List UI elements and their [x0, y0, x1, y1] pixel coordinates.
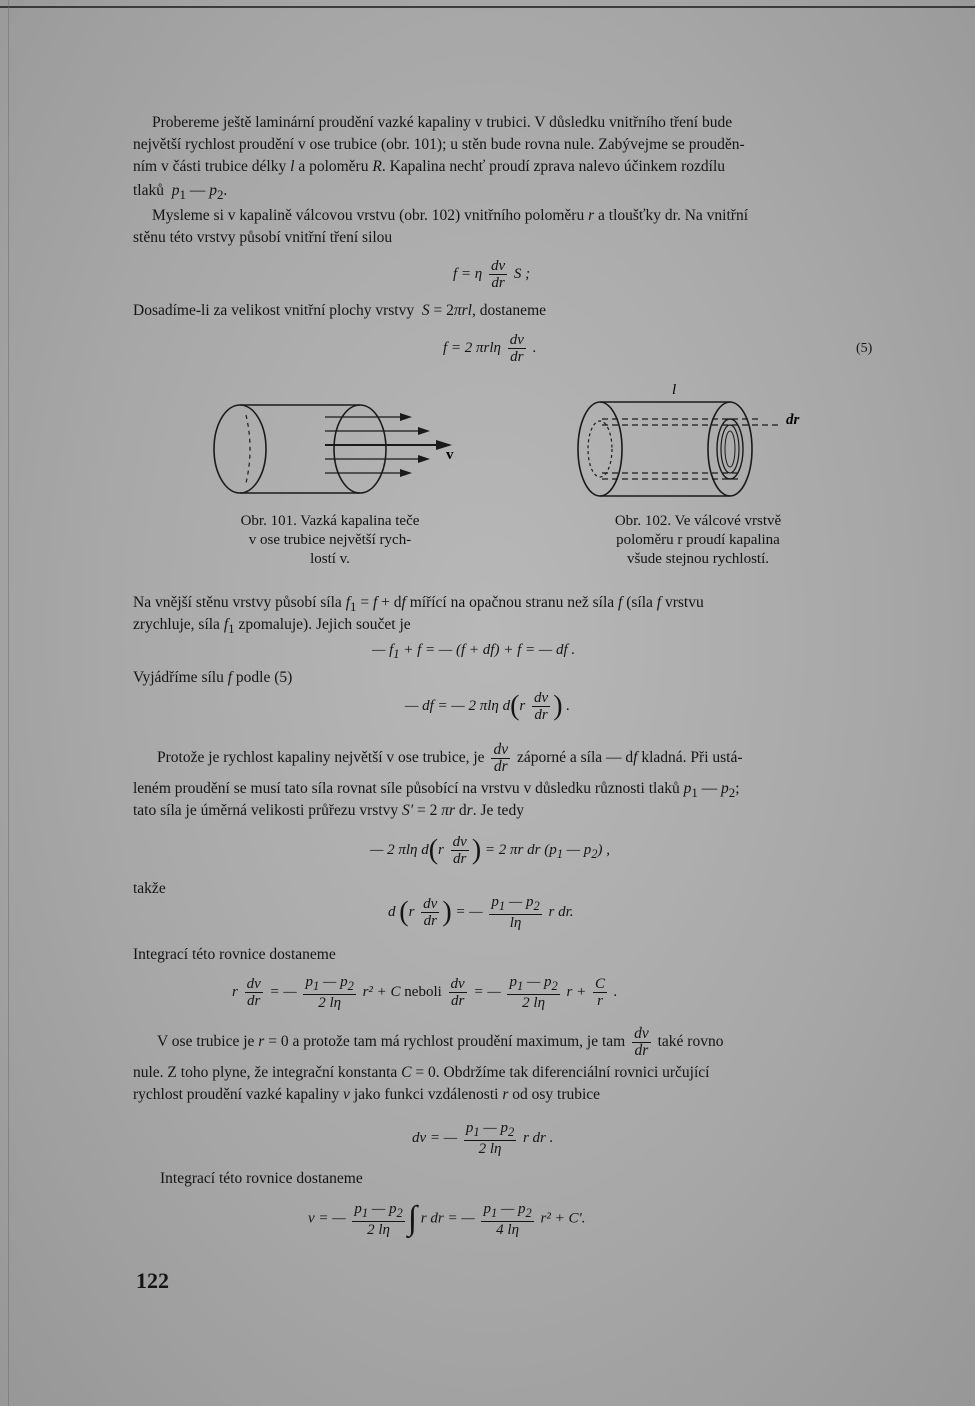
- text-line: největší rychlost proudění v ose trubice (obr. 101); u stěn bude rovna nule. Zabývejme se prouděn-: [133, 136, 745, 153]
- text-line: Probereme ještě laminární proudění vazké kapaliny v trubici. V důsledku vnitřního tření bude: [152, 114, 733, 131]
- text-line: Vyjádříme sílu f podle (5): [133, 669, 293, 686]
- label-l: l: [672, 382, 677, 398]
- caption-fig-102: Obr. 102. Ve válcové vrstvě poloměru r proudí kapalina všude stejnou rychlostí.: [614, 513, 782, 567]
- text-line: stěnu této vrstvy působí vnitřní tření silou: [133, 229, 393, 246]
- text-line: V ose trubice je r = 0 a protože tam má rychlost proudění maximum, je tam $\frac{dv}{dr}$ také rovno: [157, 1025, 724, 1059]
- label-v: v: [446, 447, 454, 463]
- equation-integral-1: r $\frac{dv}{dr}$ = — $\frac{p_1 — p_2}{2 l\eta}$ r² + C neboli $\frac{dv}{dr}$ = — $\frac{p_1 — p_2}{2 l\eta}$ r + $\frac{C}{r}$ .: [232, 974, 618, 1011]
- equation-velocity: v = — $\frac{p_1 — p_2}{2 l\eta}$ ∫ r dr = — $\frac{p_1 — p_2}{4 l\eta}$ r² + C'.: [308, 1200, 586, 1238]
- equation-number: (5): [856, 341, 873, 356]
- text-line: Integrací této rovnice dostaneme: [133, 946, 336, 963]
- text-line: Na vnější stěnu vrstvy působí síla $f_1 = f$ + df mířící na opačnou stranu než síla f (síla f vrstvu: [133, 594, 704, 615]
- text-line: rychlost proudění vazké kapaliny v jako funkci vzdálenosti r od osy trubice: [133, 1086, 601, 1103]
- page-edge: [8, 0, 9, 1406]
- text-line: zrychluje, síla $f_1$ zpomaluje). Jejich součet je: [133, 616, 411, 637]
- caption-fig-101: Obr. 101. Vazká kapalina teče v ose trubice největší rych- lostí v.: [240, 513, 420, 567]
- figure-102: [570, 378, 830, 503]
- text-line: Dosadíme-li za velikost vnitřní plochy vrstvy S = 2πrl, dostaneme: [133, 302, 547, 319]
- text-line: tlaků $p_1$ — $p_2$.: [133, 182, 228, 203]
- text-line: Mysleme si v kapalině válcovou vrstvu (obr. 102) vnitřního poloměru r a tloušťky dr. Na vnitřní: [152, 207, 748, 224]
- equation-dv: dv = — $\frac{p_1 — p_2}{2 l\eta}$ r dr .: [412, 1120, 554, 1157]
- text-line: leném proudění se musí tato síla rovnat síle působící na vrstvu v důsledku různosti tlaků $p_1$ — $p_2$;: [133, 780, 740, 801]
- text-line: tato síla je úměrná velikosti průřezu vrstvy S' = 2 πr dr. Je tedy: [133, 802, 524, 819]
- page-number: 122: [136, 1268, 169, 1293]
- equation-friction: f = η $\frac{dv}{dr}$ S ;: [453, 258, 531, 291]
- equation-balance: — 2 πlη d(r $\frac{dv}{dr}$ ) = 2 πr dr ($p_1$ — $p_2$) ,: [370, 834, 611, 867]
- equation-df: — df = — 2 πlη d(r $\frac{dv}{dr}$ ) .: [405, 690, 571, 723]
- equation-sum: — $f_1 + f$ = — (f + df) + f = — df .: [372, 642, 576, 661]
- text-line: takže: [133, 880, 166, 897]
- text-line: ním v části trubice délky l a poloměru R. Kapalina nechť proudí zprava nalevo účinkem rozdílu: [133, 158, 726, 175]
- text-line: Protože je rychlost kapaliny největší v ose trubice, je $\frac{dv}{dr}$ záporné a síla — df kladná. Při ustá-: [157, 741, 743, 775]
- text-line: Integrací této rovnice dostaneme: [160, 1170, 363, 1187]
- top-rule: [0, 6, 975, 8]
- equation-5: f = 2 πrlη $\frac{dv}{dr}$ .: [443, 332, 537, 365]
- equation-d: d (r $\frac{dv}{dr}$ ) = — $\frac{p_1 — p_2}{l\eta}$ r dr.: [388, 894, 574, 931]
- text-line: nule. Z toho plyne, že integrační konstanta C = 0. Obdržíme tak diferenciální rovnici určující: [133, 1064, 710, 1081]
- figure-101: [200, 395, 470, 505]
- label-dr: dr: [786, 412, 800, 428]
